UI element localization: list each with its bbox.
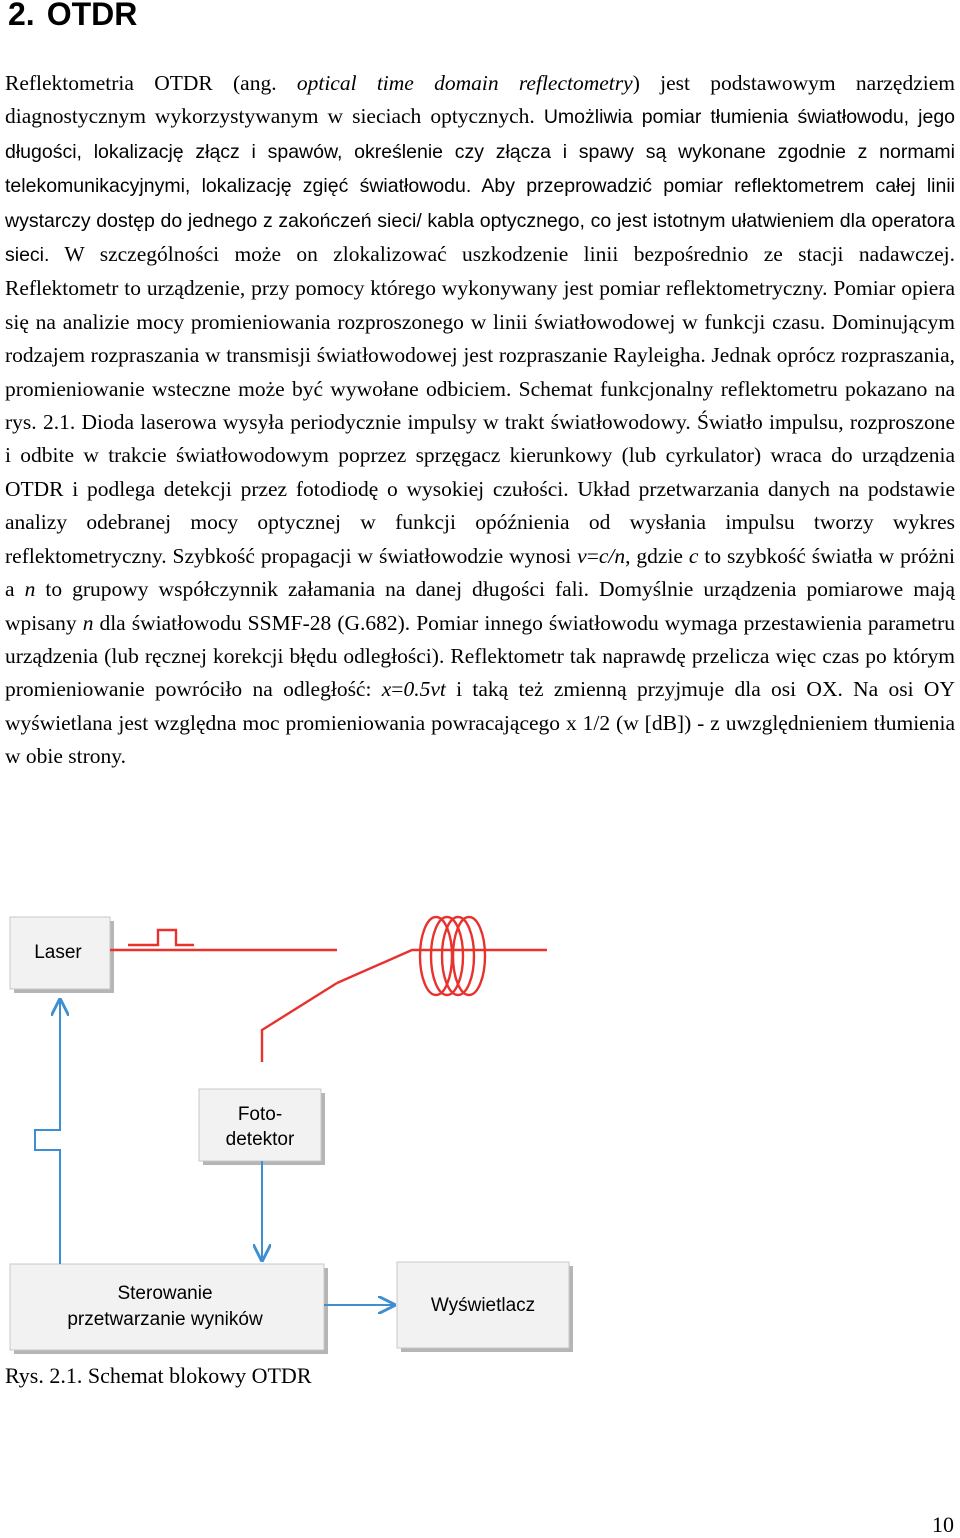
trigger-arrow (35, 1000, 60, 1264)
math-c: c (688, 543, 699, 568)
photodetector-box (199, 1089, 325, 1165)
text-run: i taką też zmienną przyjmuje dla osi OX. Na osi OY wyświetlana jest względna moc promieniowania powracającego x 1/2 (w [dB]) - z uwzględnieniem tłumienia w obie strony. (5, 677, 955, 769)
section-title: OTDR (46, 0, 138, 32)
text-run: = (391, 677, 404, 702)
control-label-line1: Sterowanie (117, 1283, 213, 1304)
math-n: n (24, 577, 36, 602)
math-x: x (381, 677, 392, 702)
figure-caption: Rys. 2.1. Schemat blokowy OTDR (5, 1363, 312, 1388)
math-c-over-n: c/n (598, 543, 626, 568)
section-heading (8, 0, 137, 33)
display-box (397, 1262, 573, 1352)
text-run: Reflektometria OTDR (ang. (5, 71, 297, 95)
laser-pulse-icon (128, 930, 194, 945)
body-paragraph (5, 67, 955, 774)
fiber-spool-icon (420, 917, 485, 995)
text-run: dla światłowodu SSMF-28 (G.682). Pomiar innego światłowodu wymaga przestawienia parametru urządzenia (lub ręcznej korekcji błędu odległości). Reflektometr tak naprawdę przelicza więc czas po którym promieniowanie powróciło na odległość: (5, 610, 955, 702)
display-label: Wyświetlacz (430, 1295, 536, 1316)
text-run-italic: optical time domain reflectometry (296, 71, 633, 95)
otdr-block-diagram (0, 900, 960, 1360)
text-run: = (586, 543, 599, 568)
text-run: W szczególności może on zlokalizować uszkodzenie linii bezpośrednio ze stacji nadawczej. Reflektometr to urządzenie, przy pomocy którego wykonywany jest pomiar reflektometryczny. Pomiar opiera się na analizie mocy promieniowania rozproszonego w linii światłowodowej w funkcji czasu. Dominującym rodzajem rozpraszania w transmisji światłowodowej jest rozpraszanie Rayleigha. Jednak oprócz rozpraszania, promieniowanie wsteczne może być wywołane odbiciem. Schemat funkcjonalny reflektometru pokazano na rys. 2.1. Dioda laserowa wysyła periodycznie impulsy w trakt światłowodowy. Światło impulsu, rozproszone i odbite w trakcie światłowodowym poprzez sprzęgacz kierunkowy (lub cyrkulator) wraca do urządzenia OTDR i podlega detekcji przez fotodiodę o wysokiej czułości. Układ przetwarzania danych na podstawie analizy odebranej mocy optycznej w funkcji opóźnienia od wysłania impulsu tworzy wykres reflektometryczny. Szybkość propagacji w światłowodzie wynosi (5, 242, 955, 568)
detector-branch-line (262, 983, 337, 1062)
math-v: v (577, 543, 587, 568)
page-number: 10 (932, 1512, 954, 1537)
photodetector-label-line2: detektor (225, 1129, 295, 1150)
text-run: ) jest podstawowym narzędziem diagnostycznym wykorzystywanym w sieciach optycznych. (5, 71, 955, 129)
laser-box (10, 917, 114, 993)
laser-label: Laser (34, 942, 82, 963)
photodetector-label-line1: Foto- (237, 1104, 283, 1125)
text-run: to szybkość światła w próżni a (5, 543, 955, 602)
math-half-vt: 0.5vt (403, 677, 446, 702)
math-n: n (82, 610, 94, 635)
control-label-line2: przetwarzanie wyników (67, 1309, 263, 1330)
text-run-sans: Umożliwia pomiar tłumienia światłowodu, jego długości, lokalizację złącz i spawów, określenie czy złącza i spawy są wykonane zgodnie z normami telekomunikacyjnymi, lokalizację zgięć światłowodu. Aby przeprowadzić pomiar reflektometrem całej linii wystarczy dostęp do jednego z zakończeń sieci/ kabla optycznego, co jest istotnym ułatwieniem dla operatora sieci. (5, 106, 956, 267)
text-run: , gdzie (625, 543, 689, 568)
section-number: 2. (8, 0, 35, 32)
control-processing-box (10, 1264, 328, 1354)
text-run: to grupowy współczynnik załamania na danej długości fali. Domyślnie urządzenia pomiarowe mają wpisany (5, 577, 956, 635)
optical-path (110, 917, 547, 1062)
